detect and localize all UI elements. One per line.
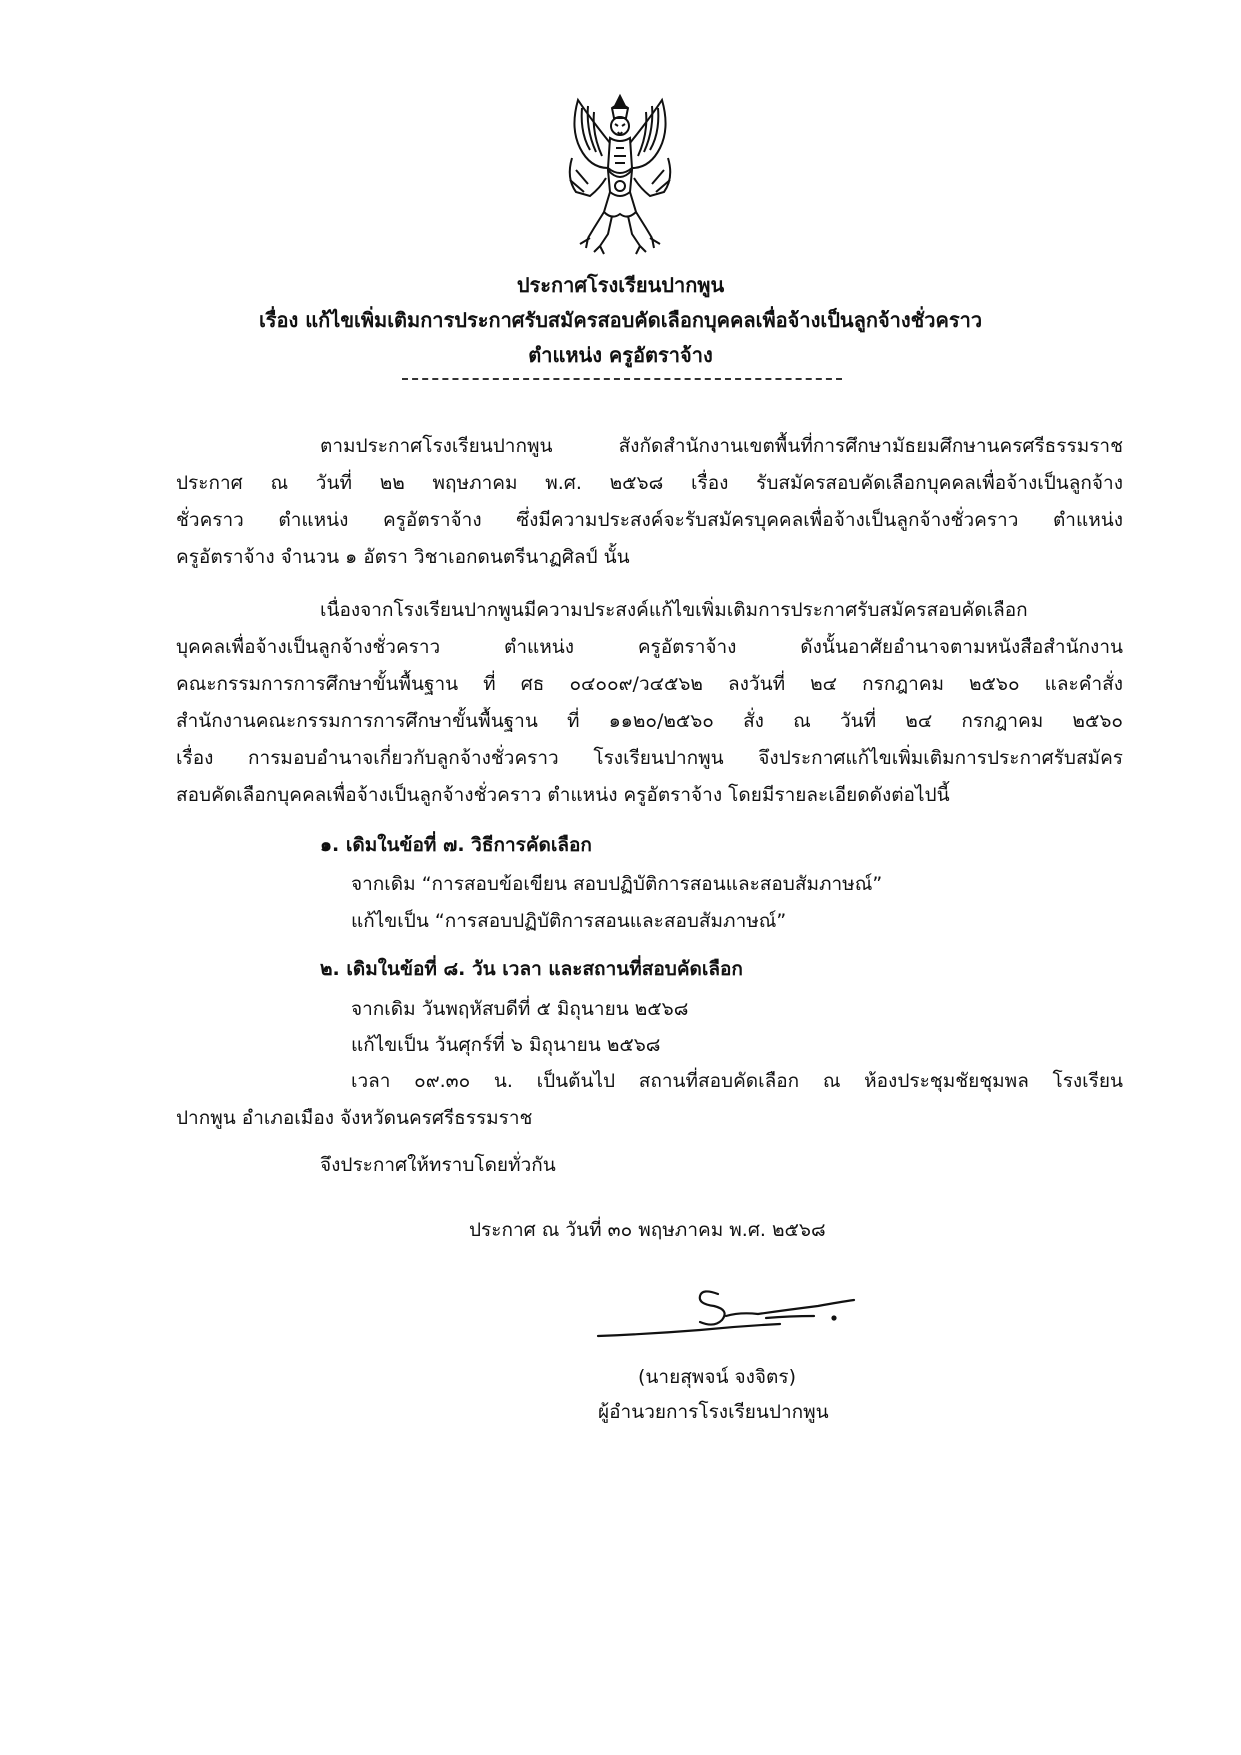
item-1-from: จากเดิม “การสอบข้อเขียน สอบปฏิบัติการสอนและสอบสัมภาษณ์” (351, 873, 883, 895)
item-2-from: จากเดิม วันพฤหัสบดีที่ ๕ มิถุนายน ๒๕๖๘ (351, 998, 689, 1020)
paragraph-reason (176, 592, 1123, 814)
paragraph-reference (176, 428, 1123, 576)
closing-text: จึงประกาศให้ทราบโดยทั่วกัน (320, 1154, 556, 1176)
paragraph-line: สำนักงานคณะกรรมการการศึกษาขั้นพื้นฐาน ที่ ๑๑๒๐/๒๕๖๐ สั่ง ณ วันที่ ๒๔ กรกฎาคม ๒๕๖๐ (176, 710, 1123, 732)
paragraph-line: เนื่องจากโรงเรียนปากพูนมีความประสงค์แก้ไขเพิ่มเติมการประกาศรับสมัครสอบคัดเลือก (320, 599, 1028, 621)
item-2-to: แก้ไขเป็น วันศุกร์ที่ ๖ มิถุนายน ๒๕๖๘ (351, 1034, 661, 1056)
paragraph-line: ครูอัตราจ้าง จำนวน ๑ อัตรา วิชาเอกดนตรีนาฏศิลป์ นั้น (176, 546, 630, 568)
paragraph-line: บุคคลเพื่อจ้างเป็นลูกจ้างชั่วคราว ตำแหน่ง ครูอัตราจ้าง ดังนั้นอาศัยอำนาจตามหนังสือสำนักงาน (176, 636, 1123, 658)
garuda-emblem-icon (560, 88, 680, 258)
item-2-time-line: เวลา ๐๙.๓๐ น. เป็นต้นไป สถานที่สอบคัดเลือก ณ ห้องประชุมชัยชุมพล โรงเรียน (351, 1070, 1123, 1092)
paragraph-line: ประกาศ ณ วันที่ ๒๒ พฤษภาคม พ.ศ. ๒๕๖๘ เรื่อง รับสมัครสอบคัดเลือกบุคคลเพื่อจ้างเป็นลูกจ้าง (176, 472, 1123, 494)
item-1-to: แก้ไขเป็น “การสอบปฏิบัติการสอนและสอบสัมภาษณ์” (351, 910, 787, 932)
signatory-name: (นายสุพจน์ จงจิตร) (638, 1366, 796, 1388)
paragraph-line: คณะกรรมการการศึกษาขั้นพื้นฐาน ที่ ศธ ๐๔๐๐๙/ว๔๕๖๒ ลงวันที่ ๒๔ กรกฎาคม ๒๕๖๐ และคำสั่ง (176, 673, 1123, 695)
paragraph-line: เรื่อง การมอบอำนาจเกี่ยวกับลูกจ้างชั่วคราว โรงเรียนปากพูน จึงประกาศแก้ไขเพิ่มเติมการประกาศรับสมัคร (176, 747, 1123, 769)
title-divider (402, 378, 842, 380)
paragraph-line: ชั่วคราว ตำแหน่ง ครูอัตราจ้าง ซึ่งมีความประสงค์จะรับสมัครบุคคลเพื่อจ้างเป็นลูกจ้างชั่วคราว ตำแหน่ง (176, 509, 1123, 531)
item-2-heading: ๒. เดิมในข้อที่ ๘. วัน เวลา และสถานที่สอบคัดเลือก (320, 958, 743, 980)
announce-date: ประกาศ ณ วันที่ ๓๐ พฤษภาคม พ.ศ. ๒๕๖๘ (469, 1219, 826, 1241)
signatory-title: ผู้อำนวยการโรงเรียนปากพูน (598, 1401, 829, 1423)
item-2-location-line: ปากพูน อำเภอเมือง จังหวัดนครศรีธรรมราช (176, 1107, 533, 1129)
item-1-heading: ๑. เดิมในข้อที่ ๗. วิธีการคัดเลือก (320, 834, 592, 856)
handwritten-signature (590, 1282, 860, 1340)
paragraph-line: สอบคัดเลือกบุคคลเพื่อจ้างเป็นลูกจ้างชั่วคราว ตำแหน่ง ครูอัตราจ้าง โดยมีรายละเอียดดังต่อไปนี้ (176, 784, 950, 806)
document-subject: เรื่อง แก้ไขเพิ่มเติมการประกาศรับสมัครสอบคัดเลือกบุคคลเพื่อจ้างเป็นลูกจ้างชั่วคราว (258, 308, 983, 332)
paragraph-line: ตามประกาศโรงเรียนปากพูน สังกัดสำนักงานเขตพื้นที่การศึกษามัธยมศึกษานครศรีธรรมราช (320, 435, 1123, 457)
document-title: ประกาศโรงเรียนปากพูน (516, 273, 725, 297)
document-position: ตำแหน่ง ครูอัตราจ้าง (528, 343, 713, 367)
